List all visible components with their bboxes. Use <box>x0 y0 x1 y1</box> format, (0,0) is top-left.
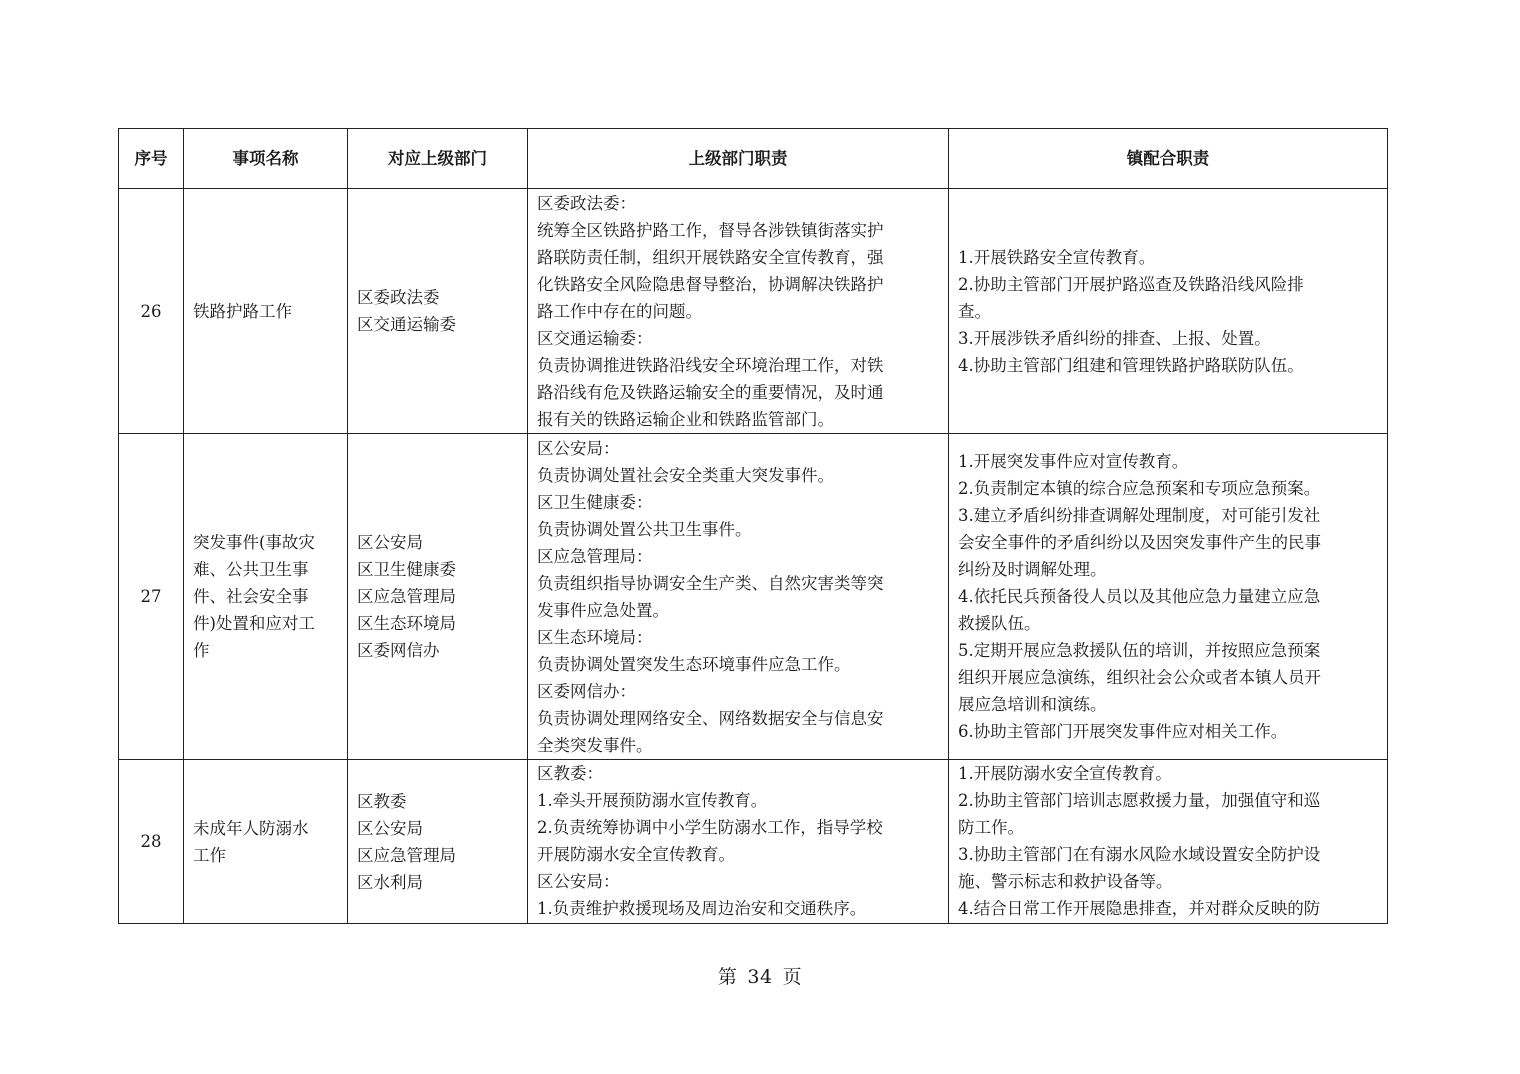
town-duty-line: 纠纷及时调解处理。 <box>958 560 1107 579</box>
page-suffix: 页 <box>782 966 803 988</box>
duty-line: 区应急管理局： <box>537 546 653 566</box>
town-duty-line: 6.协助主管部门开展突发事件应对相关工作。 <box>958 722 1288 741</box>
row-number: 27 <box>119 434 184 760</box>
department-list <box>348 760 528 924</box>
town-duty-line: 1.开展铁路安全宣传教育。 <box>958 247 1156 267</box>
duty-line: 路沿线有危及铁路运输安全的重要情况，及时通 <box>537 382 884 402</box>
duty-line: 开展防溺水安全宣传教育。 <box>537 845 735 864</box>
row-number: 26 <box>119 189 184 434</box>
duty-line: 报有关的铁路运输企业和铁路监管部门。 <box>537 409 834 429</box>
town-duty-line: 展应急培训和演练。 <box>958 695 1107 714</box>
duty-line: 发事件应急处置。 <box>537 600 669 620</box>
duty-line: 负责协调处置公共卫生事件。 <box>537 519 752 539</box>
duty-line: 负责协调处置突发生态环境事件应急工作。 <box>537 654 851 674</box>
town-duty-line: 5.定期开展应急救援队伍的培训，并按照应急预案 <box>958 641 1321 660</box>
item-name-line: 未成年人防溺水 <box>193 818 309 838</box>
duty-line: 全类突发事件。 <box>537 735 653 755</box>
town-duties <box>949 434 1388 760</box>
duty-line: 区生态环境局： <box>537 627 653 647</box>
town-duty-line: 救援队伍。 <box>958 614 1041 633</box>
duty-line: 区委政法委： <box>537 193 636 213</box>
town-duty-line: 查。 <box>958 301 991 321</box>
department-entry: 区委政法委 <box>357 288 440 307</box>
department-entry: 区交通运输委 <box>357 315 456 334</box>
town-duties <box>949 189 1388 434</box>
duty-line: 负责协调推进铁路沿线安全环境治理工作，对铁 <box>537 355 884 375</box>
item-name <box>184 760 348 924</box>
page-number: 34 <box>747 966 773 988</box>
header-superior-department: 对应上级部门 <box>348 129 528 189</box>
duty-line: 统筹全区铁路护路工作，督导各涉铁镇街落实护 <box>537 220 884 240</box>
town-duty-line: 3.协助主管部门在有溺水风险水域设置安全防护设 <box>958 845 1321 864</box>
department-entry: 区应急管理局 <box>357 845 456 865</box>
duty-line: 1.牵头开展预防溺水宣传教育。 <box>537 791 768 810</box>
duty-line: 2.负责统筹协调中小学生防溺水工作，指导学校 <box>537 818 883 837</box>
duty-line: 化铁路安全风险隐患督导整治，协调解决铁路护 <box>537 274 884 294</box>
town-duty-line: 1.开展防溺水安全宣传教育。 <box>958 764 1172 783</box>
duty-table <box>118 128 1388 924</box>
duty-line: 路工作中存在的问题。 <box>537 301 702 321</box>
item-name: 铁路护路工作 <box>184 189 348 434</box>
department-entry: 区教委 <box>357 791 407 811</box>
department-entry: 区生态环境局 <box>357 614 456 633</box>
town-duty-line: 2.协助主管部门培训志愿救援力量，加强值守和巡 <box>958 791 1321 810</box>
item-name-line: 件)处置和应对工 <box>193 614 315 633</box>
town-duty-line: 4.依托民兵预备役人员以及其他应急力量建立应急 <box>958 587 1321 606</box>
duty-line: 区卫生健康委： <box>537 492 653 512</box>
table-header-row <box>119 129 1388 189</box>
town-duty-line: 防工作。 <box>958 818 1024 837</box>
superior-duties <box>528 189 949 434</box>
town-duty-line: 2.协助主管部门开展护路巡查及铁路沿线风险排 <box>958 274 1304 294</box>
duty-line: 区交通运输委： <box>537 328 653 348</box>
item-name-line: 作 <box>193 641 210 660</box>
item-name-line: 难、公共卫生事 <box>193 560 309 579</box>
department-entry: 区委网信办 <box>357 641 440 660</box>
item-name-line: 突发事件(事故灾 <box>193 533 315 552</box>
town-duty-line: 1.开展突发事件应对宣传教育。 <box>958 452 1189 471</box>
department-list <box>348 189 528 434</box>
duty-line: 负责组织指导协调安全生产类、自然灾害类等突 <box>537 573 884 593</box>
department-entry: 区水利局 <box>357 872 423 892</box>
town-duty-line: 4.协助主管部门组建和管理铁路护路联防队伍。 <box>958 355 1304 375</box>
superior-duties <box>528 760 949 924</box>
header-item-name: 事项名称 <box>184 129 348 189</box>
page-footer <box>0 962 1520 989</box>
town-duty-line: 3.开展涉铁矛盾纠纷的排查、上报、处置。 <box>958 328 1271 348</box>
page-prefix: 第 <box>717 966 738 988</box>
row-number: 28 <box>119 760 184 924</box>
town-duty-line: 4.结合日常工作开展隐患排查，并对群众反映的防 <box>958 899 1321 918</box>
town-duty-line: 会安全事件的矛盾纠纷以及因突发事件产生的民事 <box>958 533 1321 552</box>
town-duty-line: 组织开展应急演练，组织社会公众或者本镇人员开 <box>958 668 1321 687</box>
department-list <box>348 434 528 760</box>
item-name-line: 件、社会安全事 <box>193 587 309 606</box>
duty-line: 路联防责任制，组织开展铁路安全宣传教育，强 <box>537 247 884 267</box>
town-duties <box>949 760 1388 924</box>
duty-line: 1.负责维护救援现场及周边治安和交通秩序。 <box>537 899 867 918</box>
header-number: 序号 <box>119 129 184 189</box>
department-entry: 区公安局 <box>357 533 423 552</box>
item-name-line: 工作 <box>193 845 226 865</box>
town-duty-line: 2.负责制定本镇的综合应急预案和专项应急预案。 <box>958 479 1321 498</box>
department-entry: 区应急管理局 <box>357 587 456 606</box>
header-superior-duties: 上级部门职责 <box>528 129 949 189</box>
duty-line: 负责协调处置社会安全类重大突发事件。 <box>537 465 834 485</box>
duty-line: 区公安局： <box>537 872 620 891</box>
duty-line: 区公安局： <box>537 438 620 458</box>
duty-line: 区教委： <box>537 764 603 783</box>
department-entry: 区公安局 <box>357 818 423 838</box>
department-entry: 区卫生健康委 <box>357 560 456 579</box>
superior-duties <box>528 434 949 760</box>
table-row <box>119 760 1388 924</box>
table-row <box>119 434 1388 760</box>
town-duty-line: 施、警示标志和救护设备等。 <box>958 872 1173 891</box>
duty-line: 区委网信办： <box>537 681 636 701</box>
table-row <box>119 189 1388 434</box>
town-duty-line: 3.建立矛盾纠纷排查调解处理制度，对可能引发社 <box>958 506 1321 525</box>
header-town-duties: 镇配合职责 <box>949 129 1388 189</box>
duty-line: 负责协调处理网络安全、网络数据安全与信息安 <box>537 708 884 728</box>
item-name <box>184 434 348 760</box>
